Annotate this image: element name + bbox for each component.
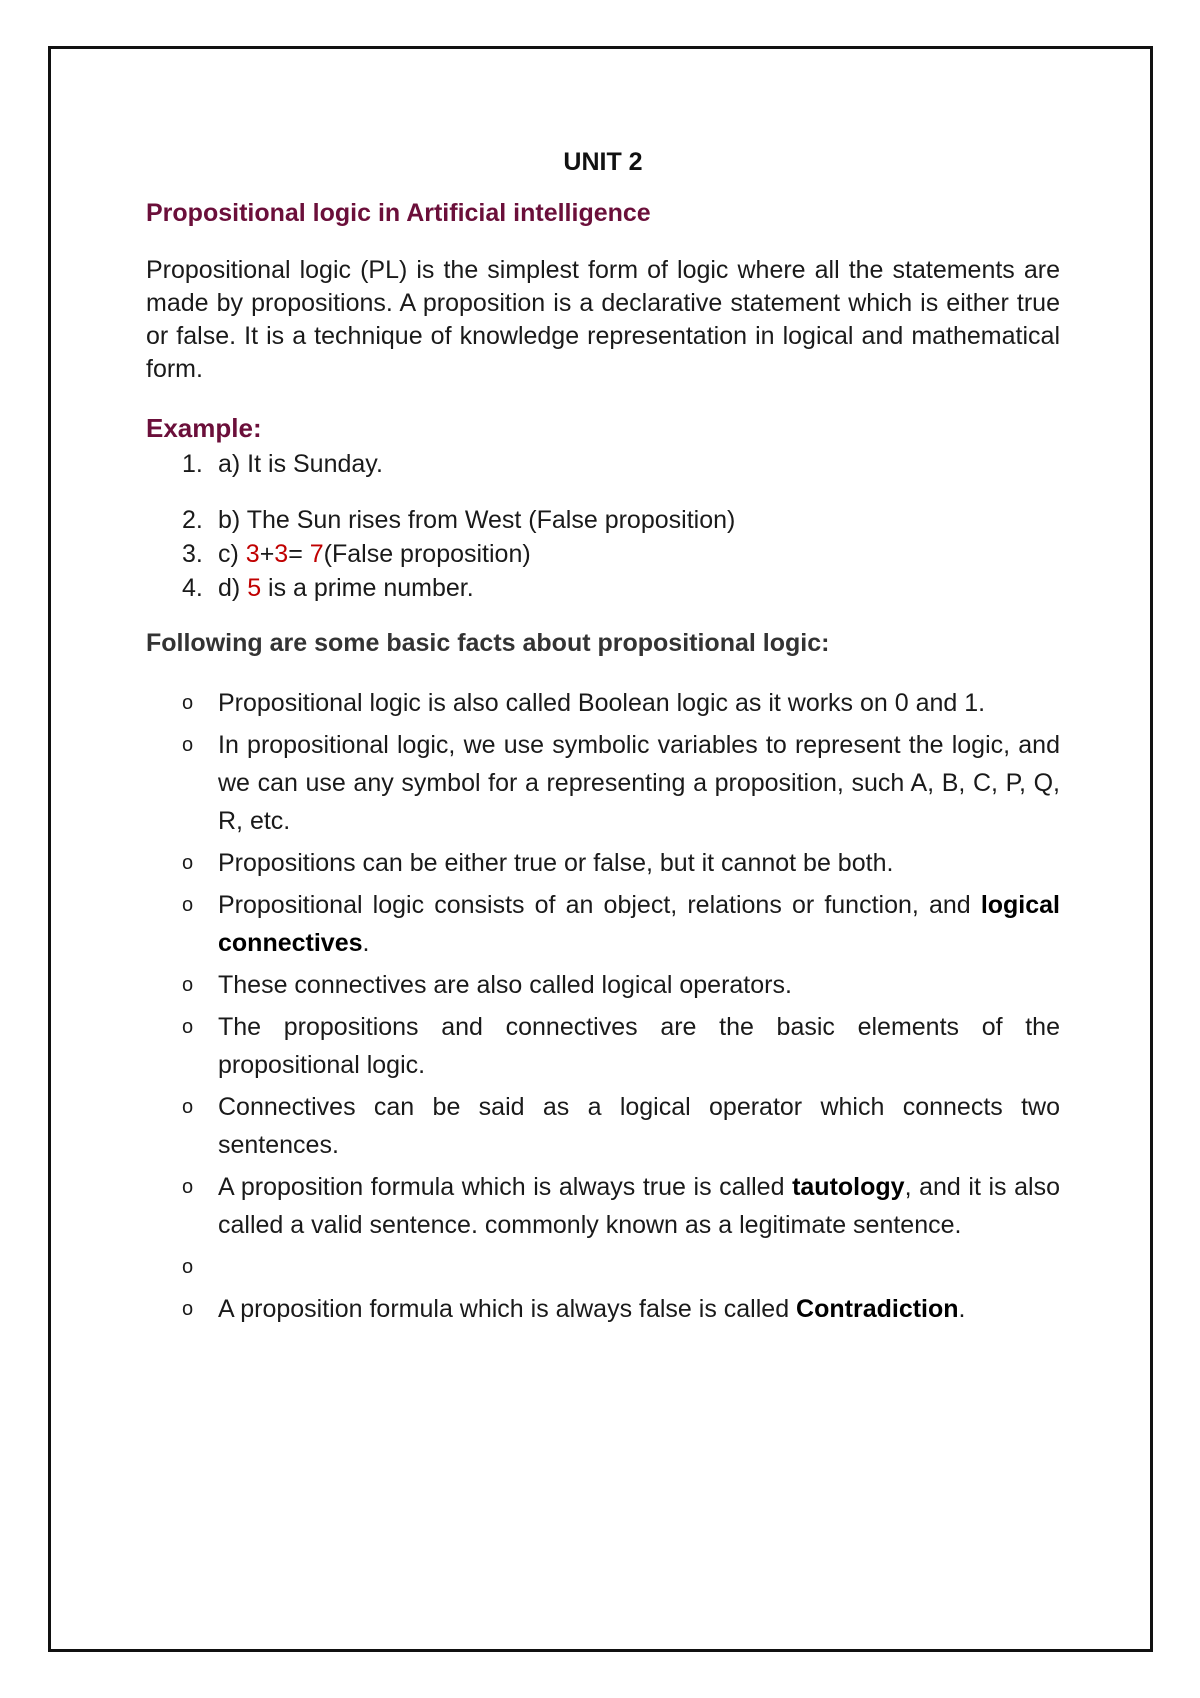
intro-paragraph: Propositional logic (PL) is the simplest form of logic where all the statements are made by propositions. A proposition is a declarative statement which is either true or false. It is a technique of knowledge representation in logical and mathematical form. <box>146 256 1060 383</box>
bullet-icon: o <box>182 1298 194 1320</box>
example-prefix: d) <box>218 574 248 602</box>
fact-text-bold: Contradiction <box>796 1295 959 1323</box>
fact-text: These connectives are also called logical operators. <box>218 971 792 999</box>
example-list <box>146 447 1060 605</box>
operand-a: 3 <box>245 540 260 568</box>
fact-text-pre: Propositional logic consists of an object, relations or function, and <box>218 891 981 919</box>
example-item <box>182 537 1060 571</box>
list-item <box>146 844 1060 882</box>
bullet-icon: o <box>182 852 194 874</box>
equals-sign: = <box>288 540 310 568</box>
bullet-icon: o <box>182 1176 194 1198</box>
list-item <box>146 1290 1060 1328</box>
plus-sign: + <box>259 540 275 568</box>
example-item <box>182 571 1060 605</box>
example-number: 2. <box>182 506 203 534</box>
list-item <box>146 1248 1060 1286</box>
fact-text <box>218 886 1060 962</box>
example-number: 4. <box>182 574 203 602</box>
list-item <box>146 1008 1060 1084</box>
operand-b: 3 <box>274 540 289 568</box>
fact-text-bold: tautology <box>792 1173 905 1201</box>
example-text: b) The Sun rises from West (False proposition) <box>218 506 736 534</box>
bullet-icon: o <box>182 692 194 714</box>
bullet-icon: o <box>182 734 194 756</box>
bullet-icon: o <box>182 1016 194 1038</box>
fact-text-pre: A proposition formula which is always true is called <box>218 1173 793 1201</box>
example-heading: Example: <box>146 413 262 443</box>
bullet-icon: o <box>182 894 194 916</box>
result: 7 <box>309 540 324 568</box>
fact-text: In propositional logic, we use symbolic variables to represent the logic, and we can use any symbol for a representing a proposition, such A, B, C, P, Q, R, etc. <box>218 731 1060 835</box>
facts-heading: Following are some basic facts about propositional logic: <box>146 629 830 657</box>
example-text: a) It is Sunday. <box>218 450 383 478</box>
list-item <box>146 726 1060 840</box>
bullet-icon: o <box>182 1096 194 1118</box>
list-item <box>146 684 1060 722</box>
list-item <box>146 1088 1060 1164</box>
fact-text-post: . <box>362 929 370 957</box>
example-item <box>182 503 1060 537</box>
fact-text <box>218 1290 1060 1328</box>
facts-list <box>146 684 1060 1328</box>
fact-text-pre: A proposition formula which is always false is called <box>218 1295 797 1323</box>
fact-text: The propositions and connectives are the basic elements of the propositional logic. <box>218 1013 1060 1079</box>
list-item <box>146 966 1060 1004</box>
fact-text: Propositional logic is also called Boolean logic as it works on 0 and 1. <box>218 689 986 717</box>
prime-number: 5 <box>247 574 262 602</box>
fact-text-post: . <box>958 1295 966 1323</box>
document-content <box>146 146 1060 1332</box>
example-number: 1. <box>182 450 203 478</box>
example-suffix: (False proposition) <box>323 540 531 568</box>
example-number: 3. <box>182 540 203 568</box>
unit-title: UNIT 2 <box>563 148 643 176</box>
example-item <box>182 447 1060 481</box>
example-suffix: is a prime number. <box>261 574 474 602</box>
fact-text: Connectives can be said as a logical operator which connects two sentences. <box>218 1093 1060 1159</box>
fact-text-post: , and it is also called a valid sentence. commonly known as a legitimate sentence. <box>218 1173 1060 1239</box>
example-text <box>218 537 531 571</box>
fact-text-bold: logical connectives <box>218 891 1060 957</box>
bullet-icon: o <box>182 1256 194 1278</box>
example-text <box>218 571 474 605</box>
fact-text <box>218 1248 1060 1286</box>
fact-text: Propositions can be either true or false, but it cannot be both. <box>218 849 894 877</box>
example-prefix: c) <box>218 540 246 568</box>
list-item <box>146 1168 1060 1244</box>
list-item <box>146 886 1060 962</box>
fact-text <box>218 1168 1060 1244</box>
bullet-icon: o <box>182 974 194 996</box>
section-title: Propositional logic in Artificial intelligence <box>146 199 651 227</box>
